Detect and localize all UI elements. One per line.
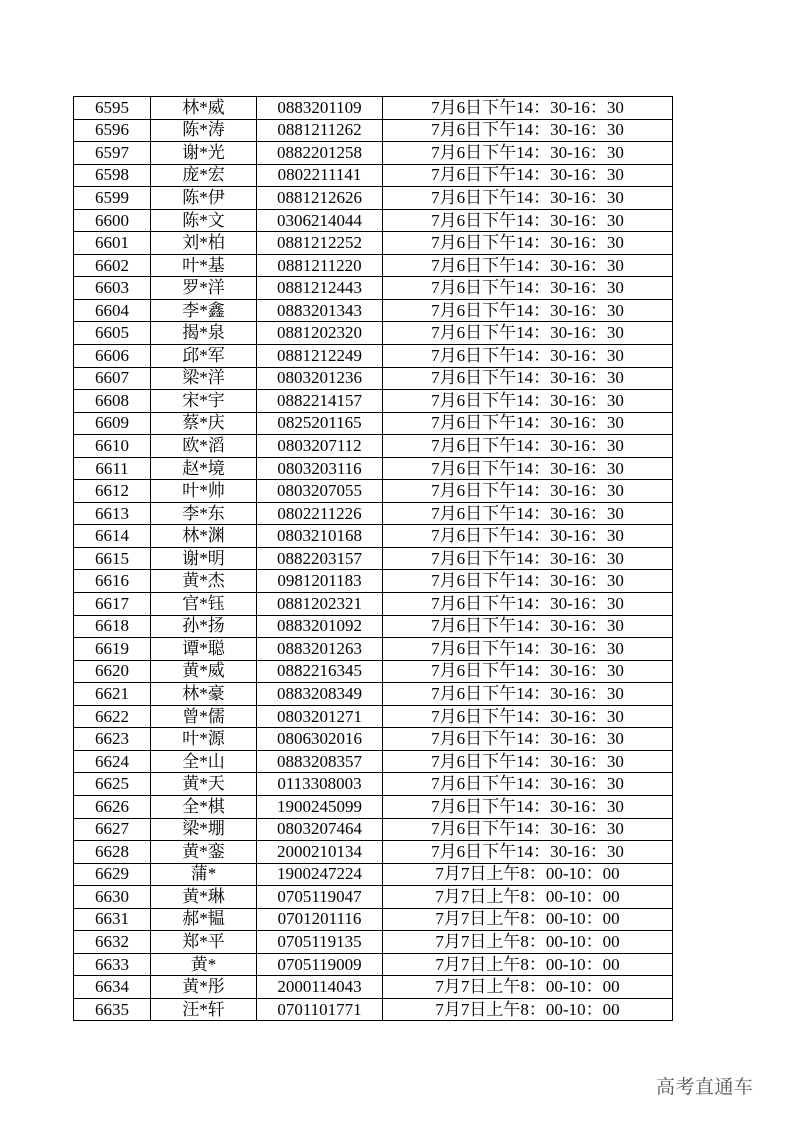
- time-slot-cell: 7月7日上午8：00-10：00: [383, 976, 673, 999]
- time-slot-cell: 7月6日下午14：30-16：30: [383, 322, 673, 345]
- time-slot-cell: 7月6日下午14：30-16：30: [383, 502, 673, 525]
- row-number-cell: 6595: [74, 97, 151, 120]
- time-slot-cell: 7月6日下午14：30-16：30: [383, 187, 673, 210]
- schedule-table: [73, 96, 673, 1021]
- name-cell: 梁*堋: [151, 818, 257, 841]
- id-number-cell: 0881212252: [257, 232, 383, 255]
- id-number-cell: 0883201343: [257, 299, 383, 322]
- table-row: [74, 254, 673, 277]
- id-number-cell: 0803207055: [257, 480, 383, 503]
- name-cell: 全*山: [151, 750, 257, 773]
- row-number-cell: 6621: [74, 683, 151, 706]
- id-number-cell: 0306214044: [257, 209, 383, 232]
- row-number-cell: 6597: [74, 142, 151, 165]
- name-cell: 李*东: [151, 502, 257, 525]
- time-slot-cell: 7月6日下午14：30-16：30: [383, 457, 673, 480]
- table-row: [74, 638, 673, 661]
- row-number-cell: 6611: [74, 457, 151, 480]
- row-number-cell: 6625: [74, 773, 151, 796]
- id-number-cell: 0701101771: [257, 998, 383, 1021]
- row-number-cell: 6609: [74, 412, 151, 435]
- row-number-cell: 6616: [74, 570, 151, 593]
- row-number-cell: 6601: [74, 232, 151, 255]
- id-number-cell: 0883201109: [257, 97, 383, 120]
- name-cell: 汪*轩: [151, 998, 257, 1021]
- table-row: [74, 818, 673, 841]
- table-row: [74, 322, 673, 345]
- row-number-cell: 6604: [74, 299, 151, 322]
- table-row: [74, 998, 673, 1021]
- row-number-cell: 6599: [74, 187, 151, 210]
- id-number-cell: 0802211226: [257, 502, 383, 525]
- row-number-cell: 6635: [74, 998, 151, 1021]
- table-row: [74, 886, 673, 909]
- row-number-cell: 6617: [74, 593, 151, 616]
- name-cell: 官*钰: [151, 593, 257, 616]
- id-number-cell: 0883201092: [257, 615, 383, 638]
- id-number-cell: 0883208349: [257, 683, 383, 706]
- name-cell: 黄*琳: [151, 886, 257, 909]
- table-row: [74, 976, 673, 999]
- row-number-cell: 6626: [74, 795, 151, 818]
- row-number-cell: 6606: [74, 345, 151, 368]
- name-cell: 梁*洋: [151, 367, 257, 390]
- table-row: [74, 142, 673, 165]
- row-number-cell: 6623: [74, 728, 151, 751]
- time-slot-cell: 7月6日下午14：30-16：30: [383, 390, 673, 413]
- id-number-cell: 0882203157: [257, 547, 383, 570]
- id-number-cell: 0881212249: [257, 345, 383, 368]
- row-number-cell: 6622: [74, 705, 151, 728]
- name-cell: 黄*杰: [151, 570, 257, 593]
- id-number-cell: 0113308003: [257, 773, 383, 796]
- table-row: [74, 232, 673, 255]
- id-number-cell: 0825201165: [257, 412, 383, 435]
- table-row: [74, 367, 673, 390]
- row-number-cell: 6631: [74, 908, 151, 931]
- table-row: [74, 660, 673, 683]
- name-cell: 林*威: [151, 97, 257, 120]
- id-number-cell: 0883208357: [257, 750, 383, 773]
- time-slot-cell: 7月7日上午8：00-10：00: [383, 998, 673, 1021]
- id-number-cell: 0705119135: [257, 931, 383, 954]
- time-slot-cell: 7月6日下午14：30-16：30: [383, 728, 673, 751]
- table-row: [74, 593, 673, 616]
- table-row: [74, 615, 673, 638]
- name-cell: 叶*源: [151, 728, 257, 751]
- table-row: [74, 164, 673, 187]
- id-number-cell: 0881202320: [257, 322, 383, 345]
- row-number-cell: 6624: [74, 750, 151, 773]
- row-number-cell: 6614: [74, 525, 151, 548]
- table-row: [74, 502, 673, 525]
- name-cell: 郝*韫: [151, 908, 257, 931]
- table-row: [74, 480, 673, 503]
- table-row: [74, 390, 673, 413]
- name-cell: 赵*境: [151, 457, 257, 480]
- table-row: [74, 299, 673, 322]
- time-slot-cell: 7月6日下午14：30-16：30: [383, 345, 673, 368]
- row-number-cell: 6603: [74, 277, 151, 300]
- table-row: [74, 841, 673, 864]
- table-row: [74, 931, 673, 954]
- table-row: [74, 863, 673, 886]
- id-number-cell: 0806302016: [257, 728, 383, 751]
- id-number-cell: 1900245099: [257, 795, 383, 818]
- row-number-cell: 6602: [74, 254, 151, 277]
- row-number-cell: 6608: [74, 390, 151, 413]
- id-number-cell: 0882216345: [257, 660, 383, 683]
- id-number-cell: 0883201263: [257, 638, 383, 661]
- table-row: [74, 773, 673, 796]
- table-row: [74, 97, 673, 120]
- row-number-cell: 6600: [74, 209, 151, 232]
- name-cell: 罗*洋: [151, 277, 257, 300]
- time-slot-cell: 7月6日下午14：30-16：30: [383, 97, 673, 120]
- name-cell: 孙*扬: [151, 615, 257, 638]
- row-number-cell: 6607: [74, 367, 151, 390]
- name-cell: 叶*帅: [151, 480, 257, 503]
- time-slot-cell: 7月6日下午14：30-16：30: [383, 593, 673, 616]
- name-cell: 林*豪: [151, 683, 257, 706]
- time-slot-cell: 7月6日下午14：30-16：30: [383, 209, 673, 232]
- id-number-cell: 0881211262: [257, 119, 383, 142]
- table-row: [74, 187, 673, 210]
- row-number-cell: 6634: [74, 976, 151, 999]
- table-row: [74, 345, 673, 368]
- id-number-cell: 0802211141: [257, 164, 383, 187]
- time-slot-cell: 7月7日上午8：00-10：00: [383, 886, 673, 909]
- row-number-cell: 6610: [74, 435, 151, 458]
- watermark-text: 高考直通车: [656, 1076, 754, 1098]
- time-slot-cell: 7月6日下午14：30-16：30: [383, 638, 673, 661]
- time-slot-cell: 7月6日下午14：30-16：30: [383, 773, 673, 796]
- table-row: [74, 750, 673, 773]
- id-number-cell: 0803203116: [257, 457, 383, 480]
- row-number-cell: 6615: [74, 547, 151, 570]
- id-number-cell: 0803201236: [257, 367, 383, 390]
- table-row: [74, 795, 673, 818]
- name-cell: 蒲*: [151, 863, 257, 886]
- name-cell: 林*渊: [151, 525, 257, 548]
- time-slot-cell: 7月6日下午14：30-16：30: [383, 299, 673, 322]
- time-slot-cell: 7月6日下午14：30-16：30: [383, 705, 673, 728]
- name-cell: 宋*宇: [151, 390, 257, 413]
- name-cell: 全*棋: [151, 795, 257, 818]
- row-number-cell: 6605: [74, 322, 151, 345]
- table-row: [74, 705, 673, 728]
- id-number-cell: 0882201258: [257, 142, 383, 165]
- time-slot-cell: 7月6日下午14：30-16：30: [383, 119, 673, 142]
- row-number-cell: 6620: [74, 660, 151, 683]
- id-number-cell: 0803210168: [257, 525, 383, 548]
- table-row: [74, 119, 673, 142]
- id-number-cell: 0881211220: [257, 254, 383, 277]
- time-slot-cell: 7月6日下午14：30-16：30: [383, 412, 673, 435]
- name-cell: 陈*文: [151, 209, 257, 232]
- name-cell: 曾*儒: [151, 705, 257, 728]
- id-number-cell: 0705119009: [257, 953, 383, 976]
- name-cell: 邱*军: [151, 345, 257, 368]
- name-cell: 陈*伊: [151, 187, 257, 210]
- time-slot-cell: 7月6日下午14：30-16：30: [383, 570, 673, 593]
- name-cell: 黄*威: [151, 660, 257, 683]
- row-number-cell: 6633: [74, 953, 151, 976]
- row-number-cell: 6613: [74, 502, 151, 525]
- time-slot-cell: 7月6日下午14：30-16：30: [383, 164, 673, 187]
- name-cell: 谭*聪: [151, 638, 257, 661]
- time-slot-cell: 7月6日下午14：30-16：30: [383, 615, 673, 638]
- time-slot-cell: 7月6日下午14：30-16：30: [383, 841, 673, 864]
- name-cell: 黄*天: [151, 773, 257, 796]
- name-cell: 黄*彤: [151, 976, 257, 999]
- time-slot-cell: 7月6日下午14：30-16：30: [383, 818, 673, 841]
- id-number-cell: 2000114043: [257, 976, 383, 999]
- row-number-cell: 6619: [74, 638, 151, 661]
- table-row: [74, 209, 673, 232]
- time-slot-cell: 7月6日下午14：30-16：30: [383, 367, 673, 390]
- id-number-cell: 0881212443: [257, 277, 383, 300]
- name-cell: 叶*基: [151, 254, 257, 277]
- table-row: [74, 435, 673, 458]
- table-row: [74, 525, 673, 548]
- table-row: [74, 277, 673, 300]
- time-slot-cell: 7月7日上午8：00-10：00: [383, 931, 673, 954]
- time-slot-cell: 7月6日下午14：30-16：30: [383, 232, 673, 255]
- time-slot-cell: 7月6日下午14：30-16：30: [383, 435, 673, 458]
- row-number-cell: 6629: [74, 863, 151, 886]
- row-number-cell: 6627: [74, 818, 151, 841]
- time-slot-cell: 7月6日下午14：30-16：30: [383, 480, 673, 503]
- name-cell: 欧*滔: [151, 435, 257, 458]
- name-cell: 黄*: [151, 953, 257, 976]
- time-slot-cell: 7月6日下午14：30-16：30: [383, 277, 673, 300]
- table-row: [74, 457, 673, 480]
- table-row: [74, 547, 673, 570]
- schedule-table-body: [74, 97, 673, 1021]
- row-number-cell: 6598: [74, 164, 151, 187]
- row-number-cell: 6612: [74, 480, 151, 503]
- row-number-cell: 6596: [74, 119, 151, 142]
- time-slot-cell: 7月6日下午14：30-16：30: [383, 525, 673, 548]
- time-slot-cell: 7月7日上午8：00-10：00: [383, 863, 673, 886]
- table-row: [74, 908, 673, 931]
- name-cell: 黄*銮: [151, 841, 257, 864]
- id-number-cell: 0882214157: [257, 390, 383, 413]
- name-cell: 谢*光: [151, 142, 257, 165]
- time-slot-cell: 7月6日下午14：30-16：30: [383, 750, 673, 773]
- row-number-cell: 6618: [74, 615, 151, 638]
- row-number-cell: 6628: [74, 841, 151, 864]
- name-cell: 庞*宏: [151, 164, 257, 187]
- table-row: [74, 412, 673, 435]
- table-row: [74, 570, 673, 593]
- name-cell: 郑*平: [151, 931, 257, 954]
- name-cell: 谢*明: [151, 547, 257, 570]
- time-slot-cell: 7月6日下午14：30-16：30: [383, 547, 673, 570]
- id-number-cell: 2000210134: [257, 841, 383, 864]
- name-cell: 刘*柏: [151, 232, 257, 255]
- table-row: [74, 953, 673, 976]
- name-cell: 李*鑫: [151, 299, 257, 322]
- name-cell: 蔡*庆: [151, 412, 257, 435]
- time-slot-cell: 7月7日上午8：00-10：00: [383, 953, 673, 976]
- id-number-cell: 1900247224: [257, 863, 383, 886]
- time-slot-cell: 7月6日下午14：30-16：30: [383, 795, 673, 818]
- time-slot-cell: 7月6日下午14：30-16：30: [383, 254, 673, 277]
- name-cell: 陈*涛: [151, 119, 257, 142]
- id-number-cell: 0803207464: [257, 818, 383, 841]
- time-slot-cell: 7月6日下午14：30-16：30: [383, 683, 673, 706]
- time-slot-cell: 7月7日上午8：00-10：00: [383, 908, 673, 931]
- name-cell: 揭*泉: [151, 322, 257, 345]
- time-slot-cell: 7月6日下午14：30-16：30: [383, 142, 673, 165]
- id-number-cell: 0981201183: [257, 570, 383, 593]
- row-number-cell: 6632: [74, 931, 151, 954]
- id-number-cell: 0705119047: [257, 886, 383, 909]
- row-number-cell: 6630: [74, 886, 151, 909]
- table-row: [74, 683, 673, 706]
- id-number-cell: 0701201116: [257, 908, 383, 931]
- id-number-cell: 0803201271: [257, 705, 383, 728]
- id-number-cell: 0881202321: [257, 593, 383, 616]
- time-slot-cell: 7月6日下午14：30-16：30: [383, 660, 673, 683]
- table-row: [74, 728, 673, 751]
- id-number-cell: 0803207112: [257, 435, 383, 458]
- id-number-cell: 0881212626: [257, 187, 383, 210]
